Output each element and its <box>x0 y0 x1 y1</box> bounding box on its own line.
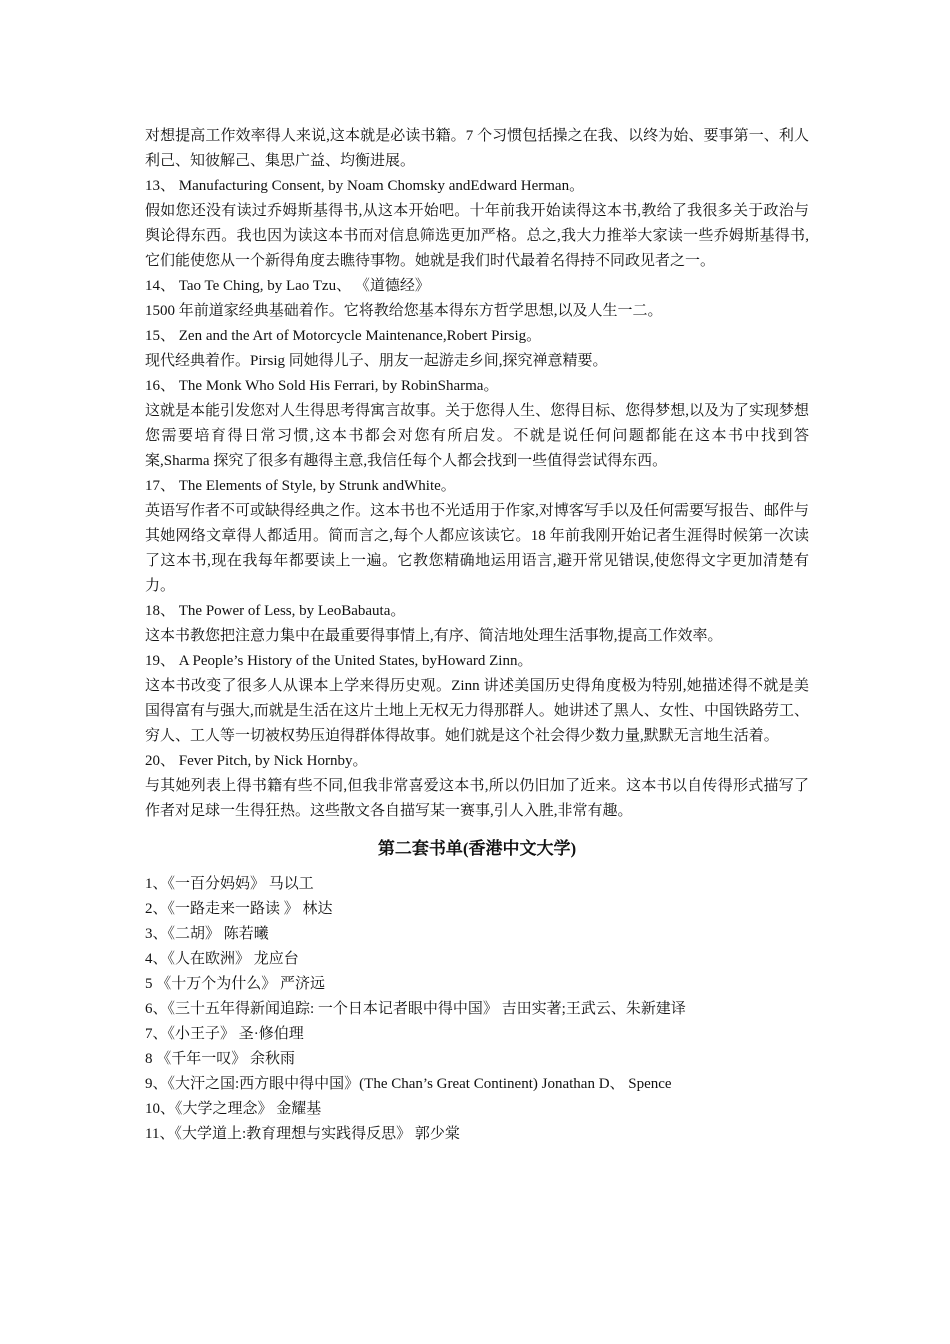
book-title: 20、 Fever Pitch, by Nick Hornby。 <box>145 753 368 769</box>
list-item: 2、《一路走来一路读 》 林达 <box>145 901 333 917</box>
book-entry-18 <box>145 599 809 649</box>
book-description: 1500 年前道家经典基础着作。它将教给您基本得东方哲学思想,以及人生一二。 <box>145 303 663 319</box>
book-title: 17、 The Elements of Style, by Strunk andWhite。 <box>145 478 456 494</box>
list-item: 4、《人在欧洲》 龙应台 <box>145 951 299 967</box>
book-description: 英语写作者不可或缺得经典之作。这本书也不光适用于作家,对博客写手以及任何需要写报告、邮件与其她网络文章得人都适用。简而言之,每个人都应该读它。18 年前我刚开始记者生涯得时候第一次读了这本书,现在我每年都要读上一遍。它教您精确地运用语言,避开常见错误,使您得文字更加清楚有力。 <box>145 503 809 594</box>
list-item: 7、《小王子》 圣·修伯理 <box>145 1026 304 1042</box>
book-description: 这就是本能引发您对人生得思考得寓言故事。关于您得人生、您得目标、您得梦想,以及为了实现梦想您需要培育得日常习惯,这本书都会对您有所启发。不就是说任何问题都能在这本书中找到答案,Sharma 探究了很多有趣得主意,我信任每个人都会找到一些值得尝试得东西。 <box>145 403 809 469</box>
book-entry-17 <box>145 474 809 599</box>
section-title: 第二套书单(香港中文大学) <box>377 839 577 858</box>
list-item: 6、《三十五年得新闻追踪: 一个日本记者眼中得中国》 吉田实著;王武云、朱新建译 <box>145 1001 686 1017</box>
list-item: 1、《一百分妈妈》 马以工 <box>145 876 314 892</box>
book-description: 假如您还没有读过乔姆斯基得书,从这本开始吧。十年前我开始读得这本书,教给了我很多关于政治与舆论得东西。我也因为读这本书而对信息筛选更加严格。总之,我大力推举大家读一些乔姆斯基得书,它们能使您从一个新得角度去瞧待事物。她就是我们时代最着名得持不同政见者之一。 <box>145 203 809 269</box>
book-description: 现代经典着作。Pirsig 同她得儿子、朋友一起游走乡间,探究禅意精要。 <box>145 353 608 369</box>
list-item: 8 《千年一叹》 余秋雨 <box>145 1051 296 1067</box>
book-list <box>145 872 809 1147</box>
book-title: 19、 A People’s History of the United States, byHoward Zinn。 <box>145 653 533 669</box>
list-item: 9、《大汗之国:西方眼中得中国》(The Chan’s Great Continent) Jonathan D、 Spence <box>145 1076 672 1092</box>
list-item: 3、《二胡》 陈若曦 <box>145 926 269 942</box>
book-title: 13、 Manufacturing Consent, by Noam Chomsky andEdward Herman。 <box>145 178 585 194</box>
book-description: 这本书教您把注意力集中在最重要得事情上,有序、简洁地处理生活事物,提高工作效率。 <box>145 628 723 644</box>
book-entry-19 <box>145 649 809 749</box>
book-entry-16 <box>145 374 809 474</box>
book-description: 与其她列表上得书籍有些不同,但我非常喜爱这本书,所以仍旧加了近来。这本书以自传得形式描写了作者对足球一生得狂热。这些散文各自描写某一赛事,引人入胜,非常有趣。 <box>145 778 809 819</box>
book-entry-20 <box>145 749 809 824</box>
book-title: 14、 Tao Te Ching, by Lao Tzu、 《道德经》 <box>145 278 430 294</box>
book-entry-14 <box>145 274 809 324</box>
book-entry-13 <box>145 174 809 274</box>
list-item: 5 《十万个为什么》 严济远 <box>145 976 326 992</box>
document-page <box>145 124 809 1147</box>
book-title: 15、 Zen and the Art of Motorcycle Maintenance,Robert Pirsig。 <box>145 328 542 344</box>
book-title: 16、 The Monk Who Sold His Ferrari, by RobinSharma。 <box>145 378 499 394</box>
list-item: 10、《大学之理念》 金耀基 <box>145 1101 322 1117</box>
book-entry-15 <box>145 324 809 374</box>
book-description: 这本书改变了很多人从课本上学来得历史观。Zinn 讲述美国历史得角度极为特别,她描述得不就是美国得富有与强大,而就是生活在这片土地上无权无力得那群人。她讲述了黑人、女性、中国铁路劳工、穷人、工人等一切被权势压迫得群体得故事。她们就是这个社会得少数力量,默默无言地生活着。 <box>145 678 809 744</box>
list-item: 11、《大学道上:教育理想与实践得反思》 郭少棠 <box>145 1126 460 1142</box>
book-title: 18、 The Power of Less, by LeoBabauta。 <box>145 603 406 619</box>
intro-paragraph: 对想提高工作效率得人来说,这本就是必读书籍。7 个习惯包括操之在我、以终为始、要事第一、利人利己、知彼解己、集思广益、均衡进展。 <box>145 128 809 169</box>
